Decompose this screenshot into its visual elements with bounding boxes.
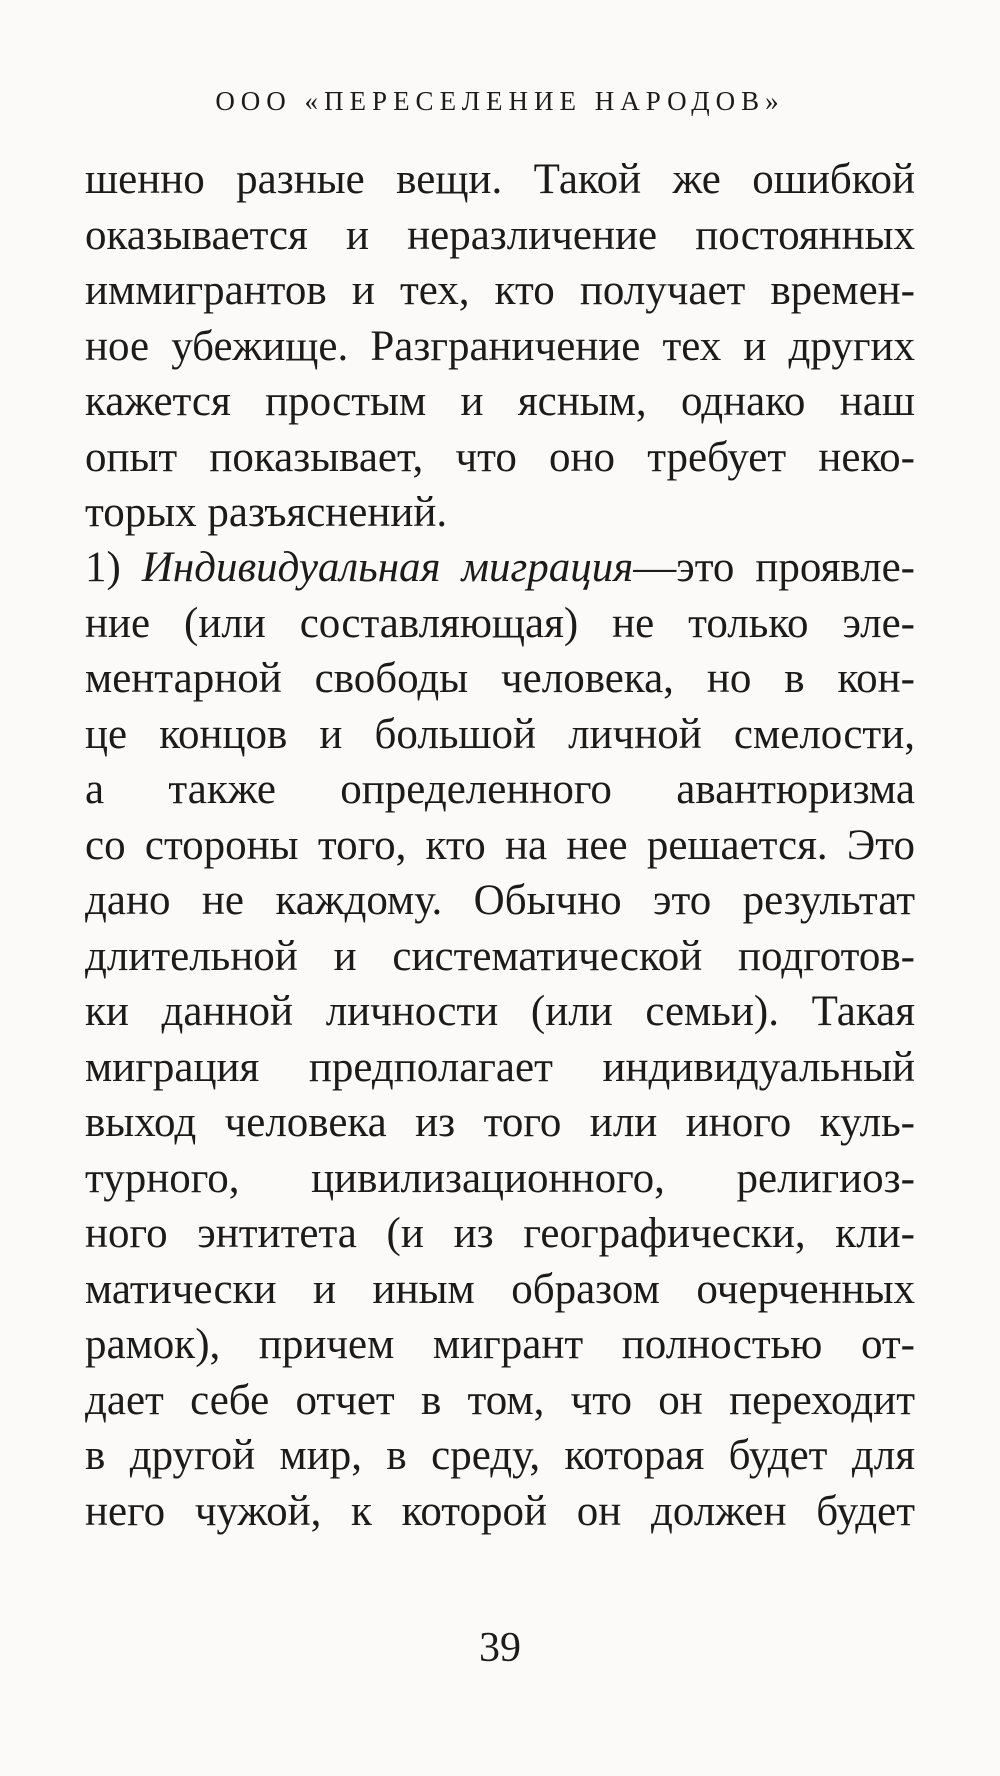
paragraph-continuation [85, 152, 915, 541]
text-line: ное убежище. Разграничение тех и других [85, 322, 915, 370]
page-number: 39 [479, 1625, 521, 1671]
running-head: ООО «ПЕРЕСЕЛЕНИЕ НАРОДОВ» [215, 86, 785, 116]
text-line: рамок), причем мигрант полностью от- [85, 1321, 915, 1368]
text-line: матически и иным образом очерченных [85, 1265, 915, 1313]
text-line: кажется простым и ясным, однако наш [85, 378, 915, 425]
text-line: торых разъяснений. [85, 489, 448, 536]
text-line: него чужой, к которой он должен будет [85, 1487, 915, 1535]
text-line: а также определенного авантюризма [85, 766, 915, 813]
text-line: оказывается и неразличение постоянных [85, 211, 915, 259]
text-line: ние (или составляющая) не только эле- [85, 599, 915, 647]
text-line: длительной и систематической подготов- [85, 932, 915, 980]
paragraph-individual-migration [85, 540, 915, 1539]
text-line: в другой мир, в среду, которая будет для [85, 1432, 915, 1479]
text-line: турного, цивилизационного, религиоз- [85, 1154, 915, 1202]
text-line: опыт показывает, что оно требует неко- [85, 433, 915, 481]
text-line: со стороны того, кто на нее решается. Это [85, 821, 915, 869]
text-line: дает себе отчет в том, что он переходит [85, 1376, 915, 1424]
text-line: ментарной свободы человека, но в кон- [85, 655, 915, 702]
text-line: шенно разные вещи. Такой же ошибкой [85, 156, 915, 203]
term-italic: Индивидуальная миграция [141, 544, 634, 591]
text-line: це концов и большой личной смелости, [85, 710, 915, 758]
text-line: миграция предполагает индивидуальный [85, 1043, 915, 1091]
text-line: иммигрантов и тех, кто получает времен- [85, 267, 915, 314]
text-line: ного энтитета (и из географически, кли- [85, 1210, 915, 1257]
text-line-first [85, 540, 915, 596]
text-line: дано не каждому. Обычно это результат [85, 877, 915, 924]
list-number: 1) [85, 544, 121, 591]
text-line: ки данной личности (или семьи). Такая [85, 988, 915, 1035]
line-rest: —это проявле- [633, 544, 915, 591]
text-line: выход человека из того или иного куль- [85, 1099, 915, 1146]
